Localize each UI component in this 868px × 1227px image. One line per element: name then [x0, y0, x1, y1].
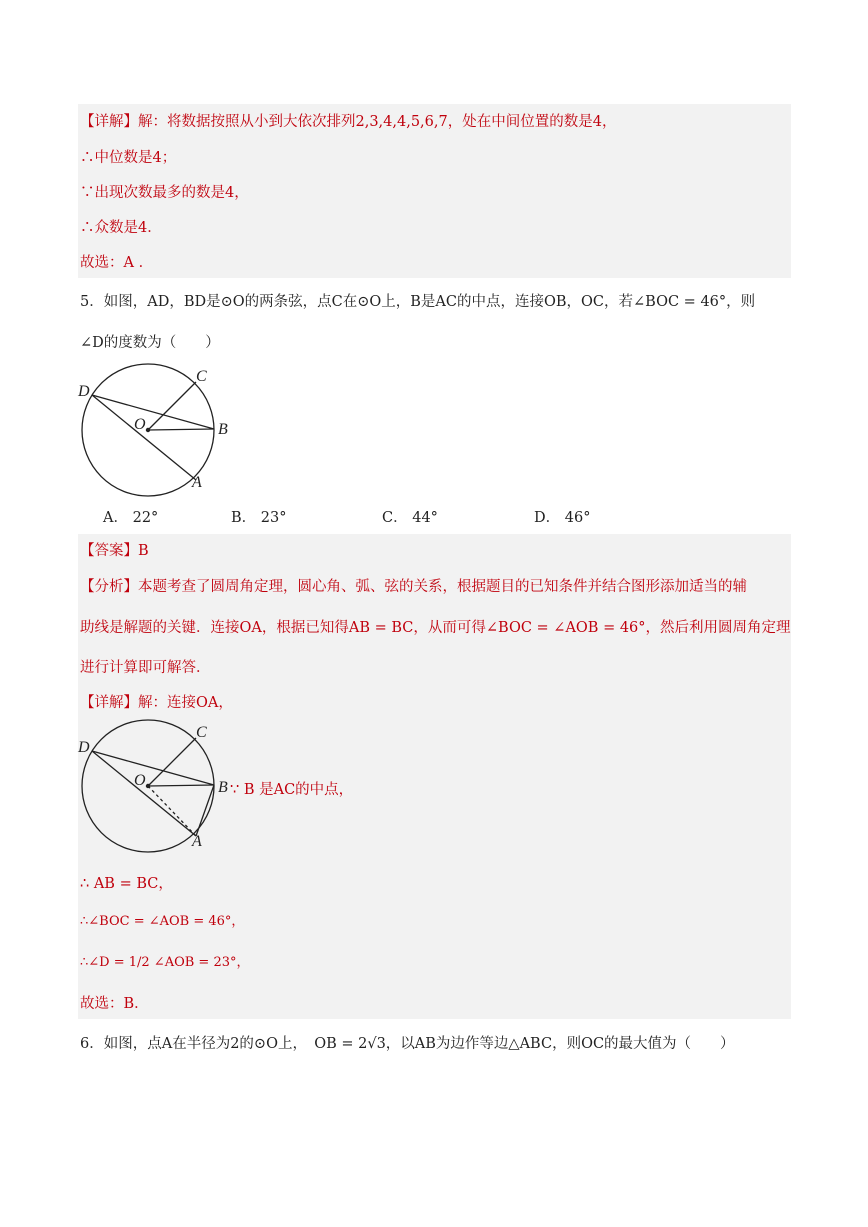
label-d: D: [78, 739, 90, 756]
label-o: O: [134, 416, 146, 433]
label-c: C: [196, 724, 207, 741]
q4-mode-reason-line: ∵出现次数最多的数是4，: [80, 185, 249, 201]
detail-tag: 【详解】: [80, 695, 138, 711]
q4-detail-text: 解：将数据按照从小到大依次排列2,3,4,4,5,6,7，处在中间位置的数是4，: [138, 114, 617, 130]
option-b[interactable]: B． 23°: [231, 510, 287, 526]
q5-step2: ∴∠BOC = ∠AOB = 46°，: [80, 914, 245, 929]
detail-tag: 【详解】: [80, 114, 138, 130]
answer-value: B: [138, 543, 149, 559]
q4-detail-line1: [80, 112, 616, 132]
chord-da: [92, 751, 196, 836]
q5-detail-beside-figure: ∵ B 是AC的中点，: [230, 782, 354, 798]
label-c: C: [196, 368, 207, 385]
q5-analysis-line3: 进行计算即可解答．: [80, 660, 211, 676]
option-a[interactable]: A． 22°: [103, 510, 159, 526]
option-c[interactable]: C． 44°: [382, 510, 438, 526]
q5-analysis-line1: 【分析】本题考查了圆周角定理，圆心角、弧、弦的关系，根据题目的已知条件并结合图形添加适当的辅: [80, 579, 747, 595]
radius-ob: [148, 785, 214, 786]
label-b: B: [218, 779, 228, 796]
answer-tag: 【答案】: [80, 543, 138, 559]
q5-circle-figure: [72, 362, 242, 502]
q5-choose-line: 故选：B．: [80, 996, 149, 1012]
center-dot: [146, 784, 150, 788]
chord-ab: [196, 785, 214, 836]
q5-step1: ∴ AB = BC，: [80, 876, 173, 892]
q5-stem-line2: ∠D的度数为（ ）: [80, 335, 220, 351]
q4-mode-line: ∴众数是4．: [80, 220, 162, 236]
radius-oc: [148, 382, 196, 430]
q4-median-line: ∴中位数是4；: [80, 150, 177, 166]
label-a: A: [192, 474, 202, 491]
label-d: D: [78, 383, 90, 400]
radius-oc: [148, 738, 196, 786]
q6-stem: 6．如图，点A在半径为2的⊙O上， OB = 2√3，以AB为边作等边△ABC，则OC的最大值为（ ）: [80, 1036, 735, 1052]
q5-step3: ∴∠D = 1/2 ∠AOB = 23°，: [80, 955, 250, 970]
radius-ob: [148, 429, 214, 430]
option-d[interactable]: D． 46°: [534, 510, 591, 526]
q4-choose-line: 故选：A ．: [80, 255, 154, 271]
dashed-oa: [148, 786, 196, 836]
q5-detail-line1: 【详解】解：连接OA，: [80, 695, 233, 711]
q5-answer-line: [80, 541, 149, 561]
q5-solution-figure: [72, 718, 242, 858]
chord-db: [92, 751, 214, 785]
q5-stem-line1: 5．如图，AD，BD是⊙O的两条弦，点C在⊙O上，B是AC的中点，连接OB，OC，若∠BOC = 46°，则: [80, 294, 756, 310]
label-a: A: [192, 833, 202, 850]
chord-da: [92, 395, 196, 480]
center-dot: [146, 428, 150, 432]
label-b: B: [218, 421, 228, 438]
label-o: O: [134, 772, 146, 789]
analysis-tag: 【分析】: [80, 579, 138, 595]
q5-analysis-line2: 助线是解题的关键．连接OA，根据已知得AB = BC，从而可得∠BOC = ∠AOB = 46°，然后利用圆周角定理: [80, 620, 791, 636]
chord-db: [92, 395, 214, 429]
